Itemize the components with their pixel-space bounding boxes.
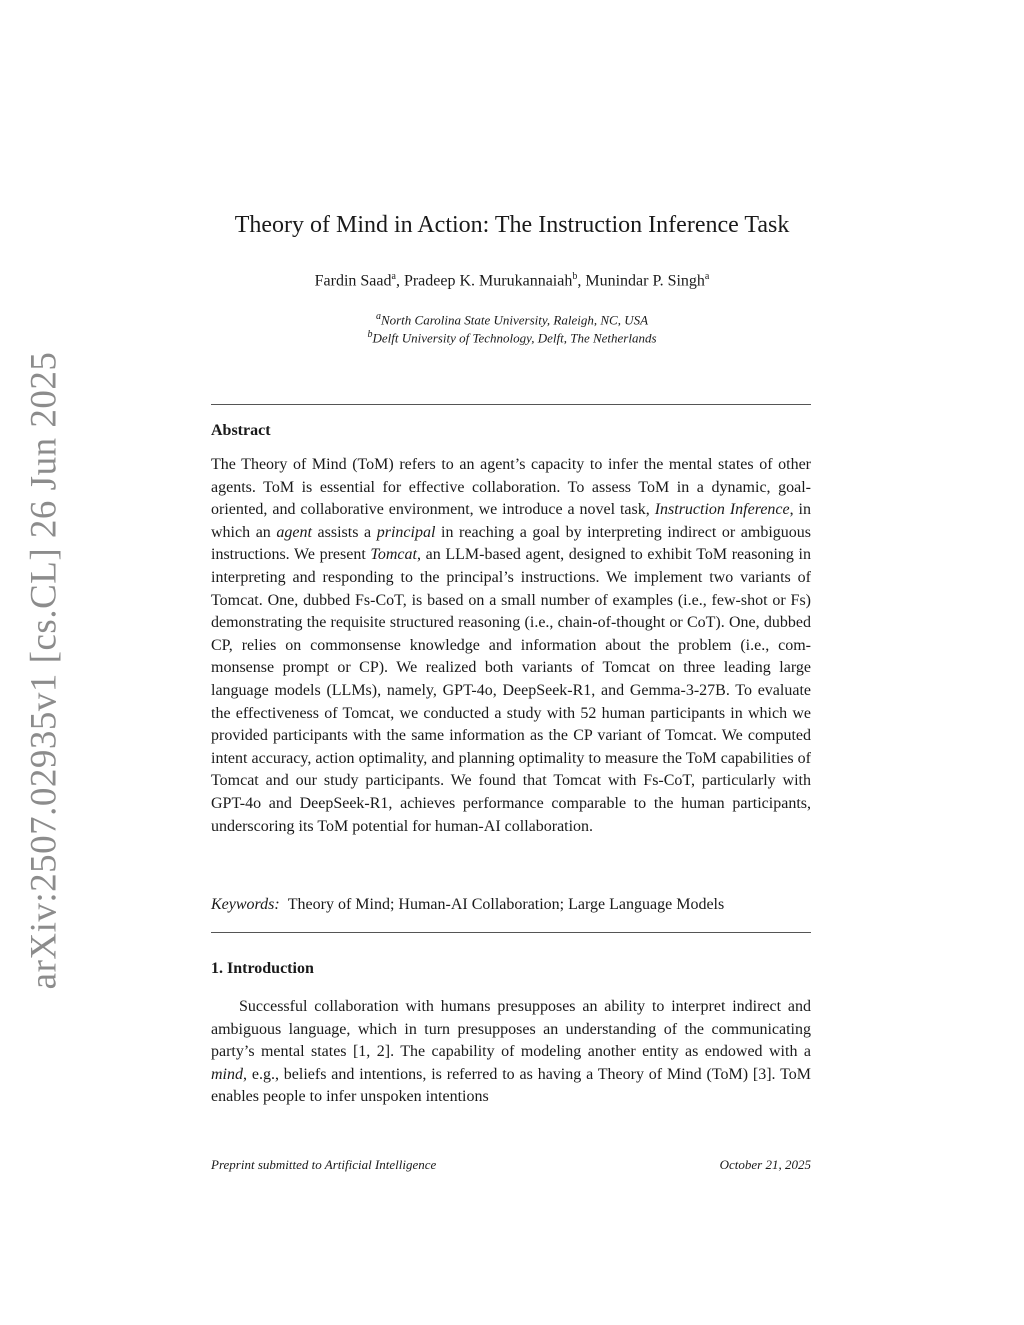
divider-top	[211, 404, 811, 405]
paper-title: Theory of Mind in Action: The Instruction Inference Task	[234, 212, 790, 238]
arxiv-id: arXiv:2507.02935v1 [cs.CL] 26 Jun 2025	[23, 351, 65, 989]
text-segment-italic: agent	[276, 523, 312, 541]
affiliation	[0, 311, 1024, 328]
introduction-heading: 1. Introduction	[211, 960, 314, 977]
text-segment-italic: Tomcat	[370, 546, 417, 564]
text-segment: in reaching a goal by interpreting indirect or ambiguous instructions. We present	[211, 523, 812, 564]
abstract-heading: Abstract	[211, 422, 271, 439]
affiliation-text: North Carolina State University, Raleigh, NC, USA	[380, 312, 649, 328]
footer-date: October 21, 2025	[719, 1157, 811, 1172]
author-affil-mark: a	[391, 271, 396, 282]
divider-bottom	[211, 932, 811, 933]
introduction-body	[211, 996, 811, 1109]
affiliation	[0, 329, 1024, 346]
footer-venue: Preprint submitted to Artificial Intelligence	[211, 1157, 437, 1172]
text-segment: The Theory of Mind (ToM) refers to an agent’s capacity to infer the mental states of other agents. ToM is essential for effective collaboration. To assess ToM in a dynamic, goal-oriented, and collaborative environment, we introduce a novel task,	[211, 456, 811, 519]
keywords-text: Theory of Mind; Human-AI Collaboration; Large Language Models	[287, 896, 725, 913]
text-segment: , in which an	[211, 501, 812, 541]
author-name: Fardin Saad	[314, 272, 392, 290]
text-segment: assists a	[311, 523, 377, 541]
keywords-line	[211, 896, 724, 914]
affiliation-mark: a	[375, 311, 381, 322]
author-list: Fardin Saad$^a$, Pradeep K. Murukannaiah$^b$, Munindar P. Singh$^a$	[314, 271, 710, 290]
text-segment: Successful collaboration with humans presupposes an ability to interpret indirect and ambiguous language, which in turn presupposes an understanding of the communicating party’s mental states [1, 2]. The capability of modeling another entity as endowed with a	[211, 998, 811, 1061]
text-segment-italic: Instruction Inference	[654, 501, 790, 519]
affiliation-text: Delft University of Technology, Delft, The Netherlands	[372, 330, 657, 346]
text-segment-italic: mind	[211, 1065, 243, 1083]
affiliation-mark: b	[367, 329, 373, 340]
text-segment: , an LLM-based agent, designed to exhibit ToM reasoning in interpreting and responding to the principal’s instructions. We implement two variants of Tomcat. One, dubbed Fs-CoT, is based on a small number of examples (i.e., few-shot or Fs) demonstrating the requisite structured reasoning (i.e., chain-of-thought or CoT). One, dubbed CP, relies on commonsense knowledge and information about the problem (i.e., commonsense prompt or CP). We realized both variants of Tomcat on three leading large language models (LLMs), namely, GPT-4o, DeepSeek-R1, and Gemma-3-27B. To evaluate the effectiveness of Tomcat, we conducted a study with 52 human participants in which we provided participants with the same information as the CP variant of Tomcat. We computed intent accuracy, action optimality, and planning optimality to measure the ToM capabilities of Tomcat and our study participants. We found that Tomcat with Fs-CoT, particularly with GPT-4o and DeepSeek-R1, achieves performance comparable to the human participants, underscoring its ToM potential for human-AI collaboration.	[211, 546, 811, 835]
arxiv-stamp	[14, 351, 74, 989]
text-segment-italic: principal	[376, 523, 436, 541]
text-segment: , e.g., beliefs and intentions, is referred to as having a Theory of Mind (ToM) [3]. ToM enables people to infer unspoken intentions	[211, 1065, 811, 1106]
keywords-label: Keywords:	[211, 896, 280, 913]
author-name: Pradeep K. Murukannaiah	[403, 272, 573, 290]
author-name: Munindar P. Singh	[585, 272, 705, 290]
author-affil-mark: b	[572, 271, 578, 282]
abstract-body	[211, 454, 811, 838]
author-affil-mark: a	[704, 271, 710, 282]
